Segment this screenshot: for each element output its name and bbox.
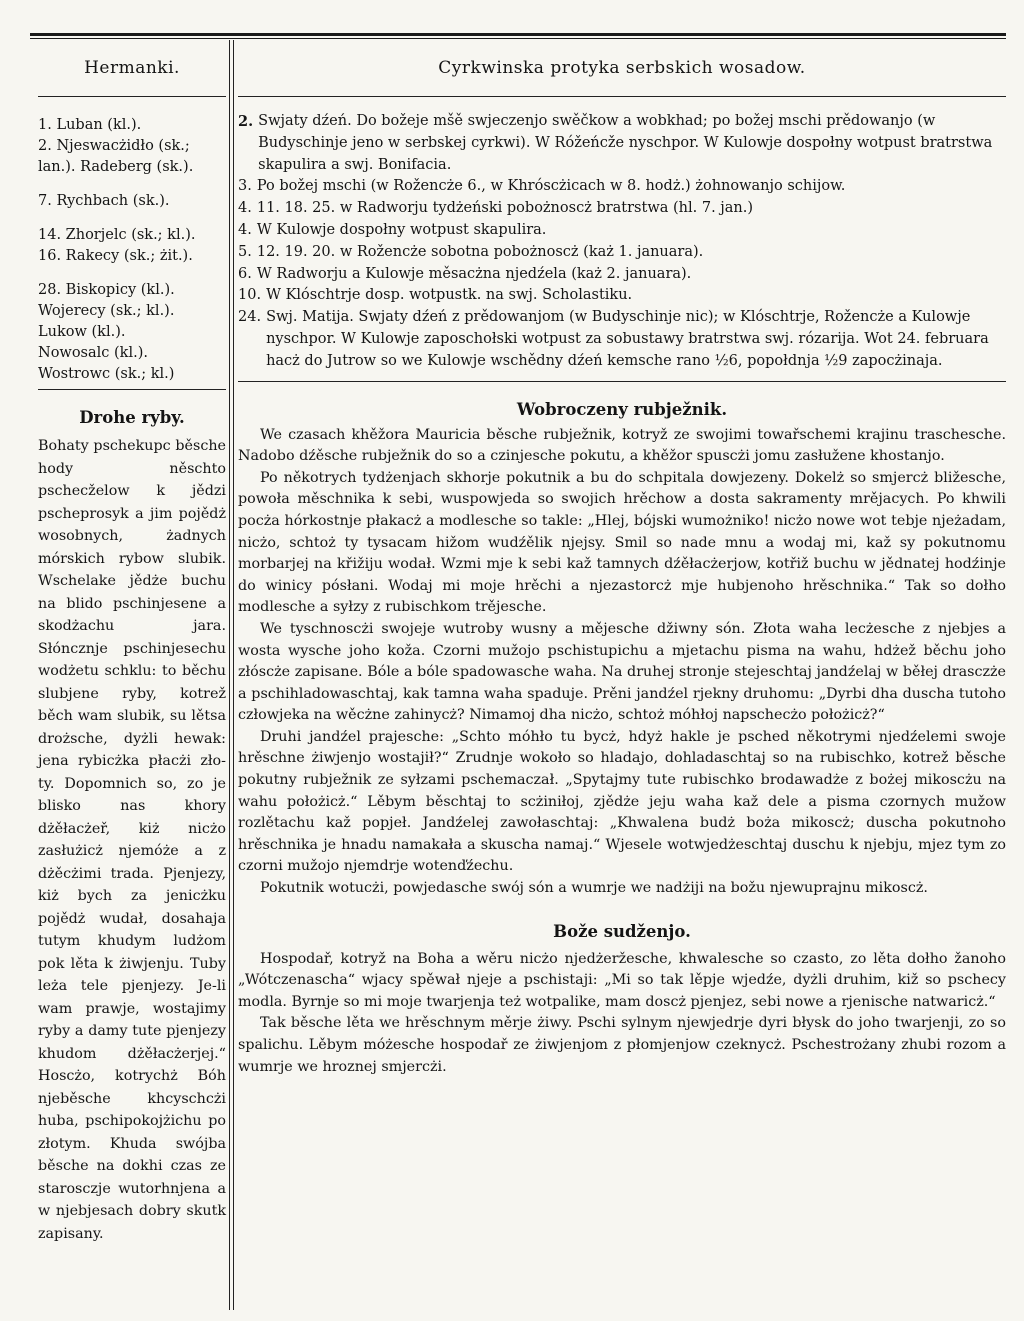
schedule-text: Swj. Matija. Swjaty dźeń z prědowanjom (w Budyschinje nic); w Klóschtrje, Rožencże a Kulowje nyschpor. W Kulowje zaposchołski wotpust za sobustawy bratrstwa swj. rózarija. Wot 24. februara hacż do Jutrow so we Kulowje wschědny dźeń kemsche rano ½6, popołdnja ½9 zapocżinaja. [266,309,989,369]
schedule-day: 5. [238,243,252,260]
story1-paragraph: Druhi jandźel prajesche: „Schto móhło tu bycż, hdyż hakle je psched někotrymi njedźelemi swoje hrěschne żiwjenjo wostajił?“ Zrudnje wokoło so hladajo, dohladaschtaj so na rubischko, kotrež běsche pokutny rubježnik ze syłzami pschemaczał. „Spytajmy tute rubischko brodawadże z bożej mikoscżu na wahu położicż.“ Lěbym běschtaj to scżiniłoj, zjědże jeju waha kaž dele a pisma czornych mužow rozlětachu kaž popjeł. Jandźelej zawołaschtaj: „Khwalena budż boża mikoscż; duscha pokutnoho hrěschnika je hnadu namakała a skuscha namaj.“ Wjesele wotwjedżeschtaj duschu k njebju, mjez tym zo czorni mužojo njemdrje wotenďźechu. [238,728,1006,875]
story2-title: Bože sudženjo. [553,921,691,941]
left-header: Hermanki. [38,40,226,97]
schedule-entry [238,285,1006,307]
schedule-text: W Kulowje dospołny wotpust skapulira. [256,221,547,238]
schedule-day: 3. [238,178,252,195]
story1-paragraph: Po někotrych tydżenjach skhorje pokutnik a bu do schpitala dowjezeny. Dokelż so smjercż bližesche, powoła měschnika k sebi, wuspowjeda so swojich hrěchow a dosta sakramenty mrějacych. Po khwili pocża hórkostnje płakacż a modlesche so takle: „Hlej, bójski wumożniko! nicżo nowe wot tebje njeżadam, nicżo, schtoż ty tysacam hižom wudźělik njejsy. Smil so nade mnu a wodaj mi, kaž sy pokutnomu morbarjej na křižiju wodał. Wzmi mje k sebi kaž tamnych dźěłacżerjow, kotřiž buchu w jědnatej hodźinje do winicy pósłani. Wodaj mi moje hrěchi a njezastorcż mje hubjenoho hrěschnika.“ Tak so dołho modlesche a syłzy z rubischkom trějesche. [238,469,1006,616]
story1-paragraph: We czasach khěžora Mauricia běsche rubježnik, kotryž ze swojimi towařschemi krajinu traschesche. Nadobo dźěsche rubježnik do so a czinjesche pokutu, a khěžor spuscżi jomu zasłužene khostanjo. [238,426,1006,465]
story1-paragraph: We tyschnoscżi swojeje wutroby wusny a mějesche džiwny són. Złota waha lecżesche z njebjes a wosta wysche joho koža. Czorni mužojo pschistupichu a mjetachu pisma na wahu, hdżež běchu joho złóscże zapisane. Bóle a bóle spadowasche waha. Na druhej stronje stejeschtaj jandźelaj w běłej drasczże a pschihladowaschtaj, kak tamna waha spaduje. Prěni jandźel rjekny druhomu: „Dyrbi dha duscha tutoho człowjeka na wěcżne zahinycż? Nimamoj dha nicżo, schtoż móhłoj napschecżo położicż?“ [238,620,1006,724]
calendar-group-3 [38,225,226,267]
story1-paragraph: Pokutnik wotucżi, powjedasche swój són a wumrje we nadżiji na božu njewuprajnu mikoscż. [260,880,928,897]
calendar-entry: 14. Zhorjelc (sk.; kl.). [38,227,196,243]
story2-paragraph: Tak běsche lěta we hrěschnym měrje żiwy. Pschi sylnym njewjedrje dyri błysk do joho twarjenji, zo so spalichu. Lěbym móżesche hospodař ze żiwjenjom z płomjenjow czeknycż. Pschestrożany zhubi rozom a wumrje we hroznej smjercżi. [238,1015,1006,1075]
top-rule-thin [30,38,1006,39]
calendar-entry: 1. Luban (kl.). [38,117,142,133]
calendar-block [38,97,226,390]
schedule-day: 24. [238,309,262,326]
column-divider-inner [233,40,234,1310]
calendar-entry: 7. Rychbach (sk.). [38,193,170,209]
calendar-entry: 2. Njeswacżidło (sk.; lan.). Radeberg (sk.). [38,138,194,175]
calendar-entry: 16. Rakecy (sk.; żit.). [38,248,193,264]
schedule-text: 11. 18. 25. w Radworju tydżeński pobożnoscż bratrstwa (hl. 7. jan.) [256,200,754,217]
right-column [238,40,1006,1078]
schedule-day: 4. [238,221,252,238]
schedule-day: 10. [238,287,262,304]
church-schedule [238,97,1006,373]
schedule-text: W Radworju a Kulowje měsacżna njedźela (każ 2. januara). [256,265,692,282]
column-divider [229,40,230,1310]
schedule-entry [238,111,1006,176]
calendar-entry: Lukow (kl.). [38,324,126,340]
schedule-entry [238,307,1006,372]
calendar-group-1 [38,115,226,178]
schedule-entry [238,264,1006,286]
story1-title: Wobroczeny rubježnik. [516,399,728,419]
left-column [38,40,226,1245]
schedule-day: 4. [238,200,252,217]
right-header: Cyrkwinska protyka serbskich wosadow. [238,40,1006,97]
schedule-day: 6. [238,265,252,282]
schedule-entry [238,198,1006,220]
left-story-text: Bohaty pschekupc běsche hody něschto pschecželow k jědzi pscheprosyk a jim pojědż wosobnych, żadnych mórskich rybow slubik. Wschelake jědże buchu na blido pschinjesene a skodżachu jara. Słóncznje pschinjesechu wodżetu schklu: to běchu slubjene ryby, kotrež běch wam slubik, su lětsa drożsche, dyżli hewak: jena rybicżka płacżi zło-ty. Dopomnich so, zo je blisko nas khory dżěłacżeř, kiż nicżo zasłużicż njemóże a z dżěcżimi trada. Pjenjezy, kiż bych za jenicżku pojědż wudał, dosahaja tutym khudym ludżom pok lěta k żiwjenju. Tuby leża tele pjenjezy. Je-li wam prawje, wostajimy ryby a damy tute pjenjezy khudom dżěłacżerjej.“ Hoscżo, kotrychż Bóh njeběsche khcyschcżi huba, pschipokojżichu po złotym. Khuda swójba běsche na dokhi czas ze starosczje wutorhnjena a w njebjesach dobry skutk zapisany. [38,438,226,1242]
calendar-entry: Nowosalc (kl.). [38,345,148,361]
schedule-day: 2. [238,113,254,130]
calendar-entry: Wostrowc (sk.; kl.) [38,366,175,382]
schedule-text: W Klóschtrje dosp. wotpustk. na swj. Scholastiku. [266,287,633,304]
schedule-text: Po božej mschi (w Rožencże 6., w Khróscżicach w 8. hodż.) żohnowanjo schijow. [256,178,846,195]
calendar-group-4 [38,280,226,385]
calendar-group-2 [38,191,226,212]
calendar-entry: Wojerecy (sk.; kl.). [38,303,175,319]
top-rule [30,33,1006,36]
calendar-entry: 28. Biskopicy (kl.). [38,282,175,298]
schedule-text: Swjaty dźeń. Do božeje mšě swjeczenjo swěčkow a wobkhad; po božej mschi prědowanjo (w Budyschinje jeno w serbskej cyrkwi). W Róžeńcže nyschpor. W Kulowje dospołny wotpust bratrstwa skapulira a swj. Bonifacia. [258,113,993,173]
schedule-entry [238,176,1006,198]
schedule-text: 12. 19. 20. w Rožencże sobotna pobożnoscż (każ 1. januara). [256,243,704,260]
schedule-entry [238,220,1006,242]
story2-paragraph: Hospodař, kotryž na Boha a wěru nicżo njedżeržesche, khwalesche so czasto, zo lěta dołho žanoho „Wótczenascha“ wjacy spěwał njeje a pschistaji: „Mi so tak lěpje wjedźe, dyżli druhim, kiž so pschecy modla. Byrnje so mi moje twarjenja też wotpalike, mam doscż pjenjez, sebi nowe a rjenische natwaricż.“ [238,950,1006,1010]
schedule-entry [238,242,1006,264]
left-story-title: Drohe ryby. [79,408,185,427]
